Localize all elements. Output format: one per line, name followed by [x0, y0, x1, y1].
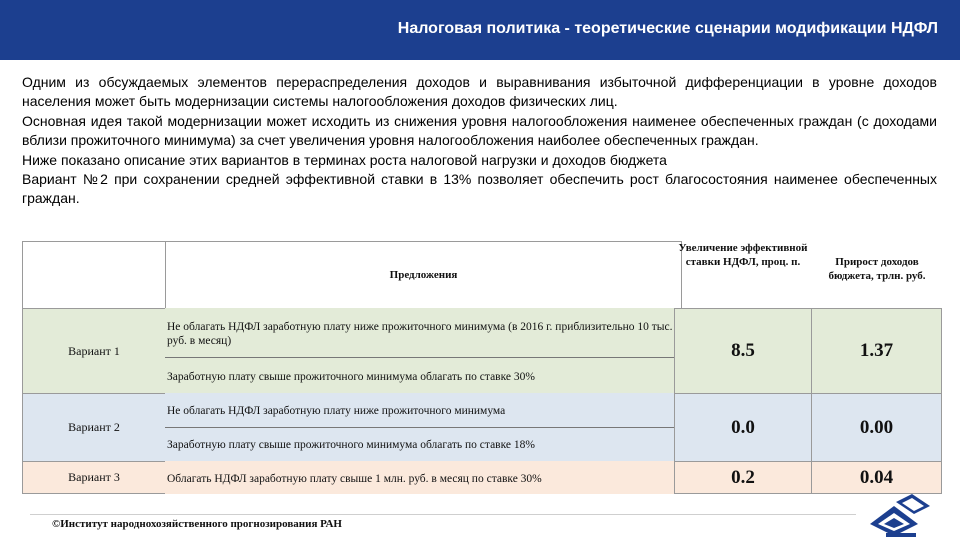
header-rate-increase-label: Увеличение эффективной ставки НДФЛ, проц. п.: [678, 242, 808, 268]
variant-2-label: Вариант 2: [68, 420, 120, 434]
header-revenue-growth-label: Прирост доходов бюджета, трлн. руб.: [828, 256, 926, 282]
row-label-variant-1: [22, 308, 166, 394]
header-empty-cell: [22, 241, 166, 309]
row-label-variant-2: [22, 393, 166, 462]
variant-1-proposal-2: Заработную плату свыше прожиточного минимума облагать по ставке 30%: [167, 371, 535, 383]
intro-paragraph-3: Ниже показано описание этих вариантов в терминах роста налоговой нагрузки и доходов бюджета: [22, 151, 667, 168]
row3-revenue-growth: [811, 461, 942, 494]
row3-proposal-1: [165, 461, 682, 494]
header-proposals-label: Предложения: [389, 269, 458, 281]
row2-proposal-1: [165, 393, 682, 427]
variant-3-revenue-value: 0.04: [859, 466, 894, 488]
footer-divider: [30, 514, 856, 515]
intro-paragraph-4: Вариант №2 при сохранении средней эффективной ставки в 13% позволяет обеспечить рост благосостояния наименее обеспеченных граждан.: [22, 171, 937, 207]
variant-1-revenue-value: 1.37: [859, 340, 894, 361]
variant-3-rate-value: 0.2: [731, 466, 755, 488]
row2-rate-increase: [674, 393, 812, 462]
row1-proposal-1: [165, 308, 682, 357]
institute-logo-icon: [864, 494, 934, 538]
variant-3-proposal-1: Облагать НДФЛ заработную плату свыше 1 млн. руб. в месяц по ставке 30%: [167, 473, 542, 485]
header-rate-increase: [674, 241, 812, 309]
row2-proposal-2: [165, 428, 682, 462]
variant-2-revenue-value: 0.00: [859, 416, 894, 438]
variant-3-label: Вариант 3: [68, 470, 120, 484]
row2-revenue-growth: [811, 393, 942, 462]
variant-1-label: Вариант 1: [68, 343, 120, 358]
row1-proposal-2: [165, 358, 682, 394]
intro-paragraph-1: Одним из обсуждаемых элементов перераспределения доходов и выравнивания избыточной дифференциации в уровне доходов населения может быть модернизации системы налогообложения доходов физических лиц.: [22, 74, 937, 110]
intro-text: [22, 73, 937, 209]
header-proposals: [165, 241, 682, 309]
page-title: Налоговая политика - теоретические сценарии модификации НДФЛ: [397, 20, 938, 37]
header-revenue-growth: [812, 255, 942, 305]
title-bar: [0, 0, 960, 60]
row-label-variant-3: [22, 461, 166, 494]
variant-2-proposal-2: Заработную плату свыше прожиточного минимума облагать по ставке 18%: [167, 439, 535, 451]
variant-2-proposal-1: Не облагать НДФЛ заработную плату ниже прожиточного минимума: [167, 405, 506, 417]
row1-rate-increase: [674, 308, 812, 394]
variant-1-proposal-1: Не облагать НДФЛ заработную плату ниже прожиточного минимума (в 2016 г. приблизительно 10 тыс. руб. в месяц): [167, 321, 673, 347]
row3-rate-increase: [674, 461, 812, 494]
intro-paragraph-2: Основная идея такой модернизации может исходить из снижения уровня налогообложения наименее обеспеченных граждан (с доходами вблизи прожиточного минимума) за счет увеличения уровня налогообложения наиболее обеспеченных граждан.: [22, 112, 937, 149]
variant-1-rate-value: 8.5: [731, 340, 755, 361]
row1-revenue-growth: [811, 308, 942, 394]
variant-2-rate-value: 0.0: [731, 416, 755, 438]
footer-source: ©Институт народнохозяйственного прогнозирования РАН: [52, 518, 342, 530]
